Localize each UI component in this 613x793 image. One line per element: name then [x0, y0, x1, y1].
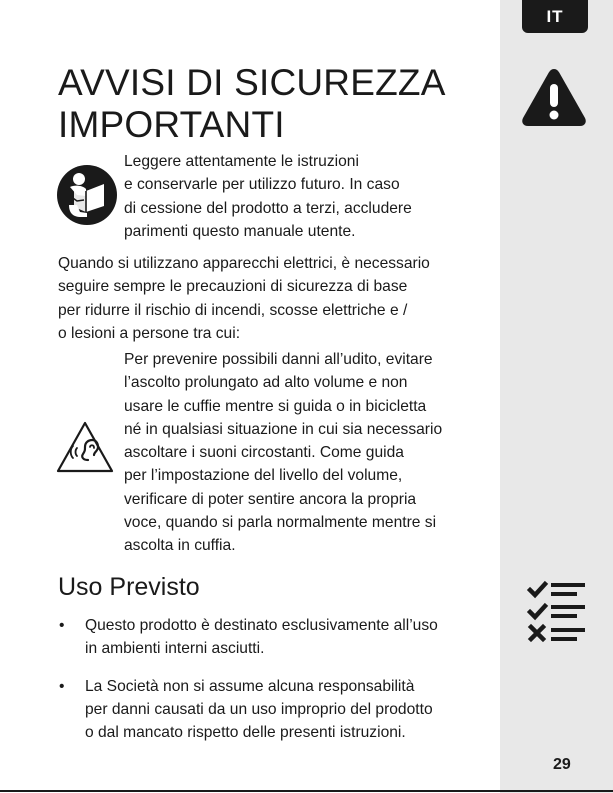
read-manual-icon: [57, 165, 117, 225]
bullet-marker: •: [59, 677, 65, 695]
warning-triangle-icon: [520, 66, 588, 128]
safety-intro-text: Quando si utilizzano apparecchi elettrici, è necessario seguire sempre le precauzioni di sicurezza di base per ridurre il rischio di incendi, scosse elettriche e / o lesioni a persone tra cui:: [58, 255, 430, 342]
intended-use-title: Uso Previsto: [58, 573, 200, 601]
page-number: 29: [553, 756, 571, 773]
intended-use-list: [58, 614, 498, 758]
bullet-marker: •: [59, 617, 65, 634]
hearing-warning-icon: [55, 420, 115, 474]
bottom-divider: [0, 790, 613, 792]
page-title: [58, 62, 446, 146]
checklist-icon: [527, 580, 587, 646]
list-item: • Questo prodotto è destinato esclusivamente all’uso in ambienti interni asciutti.: [58, 614, 498, 661]
page-title-line1: AVVISI DI SICUREZZA: [58, 62, 446, 103]
hearing-warning-text: Per prevenire possibili danni all’udito, evitare l’ascolto prolungato ad alto volume e non usare le cuffie mentre si guida o in bicicletta né in qualsiasi situazione in cui sia necessario ascoltare i suoni circostanti. Come guida per l’impostazione del livello del volume, verificare di poter sentire ancora la propria voce, quando si parla normalmente mentre si ascolta in cuffia.: [124, 351, 443, 555]
language-tab: [522, 0, 588, 33]
language-tab-label: IT: [546, 6, 564, 26]
list-item: • La Società non si assume alcuna responsabilità per danni causati da un uso improprio del prodotto o dal mancato rispetto delle presenti istruzioni.: [58, 675, 498, 745]
page-title-line2: IMPORTANTI: [58, 104, 285, 145]
read-instructions-text: Leggere attentamente le istruzioni e conservarle per utilizzo futuro. In caso di cessione del prodotto a terzi, accludere parimenti questo manuale utente.: [124, 153, 412, 240]
